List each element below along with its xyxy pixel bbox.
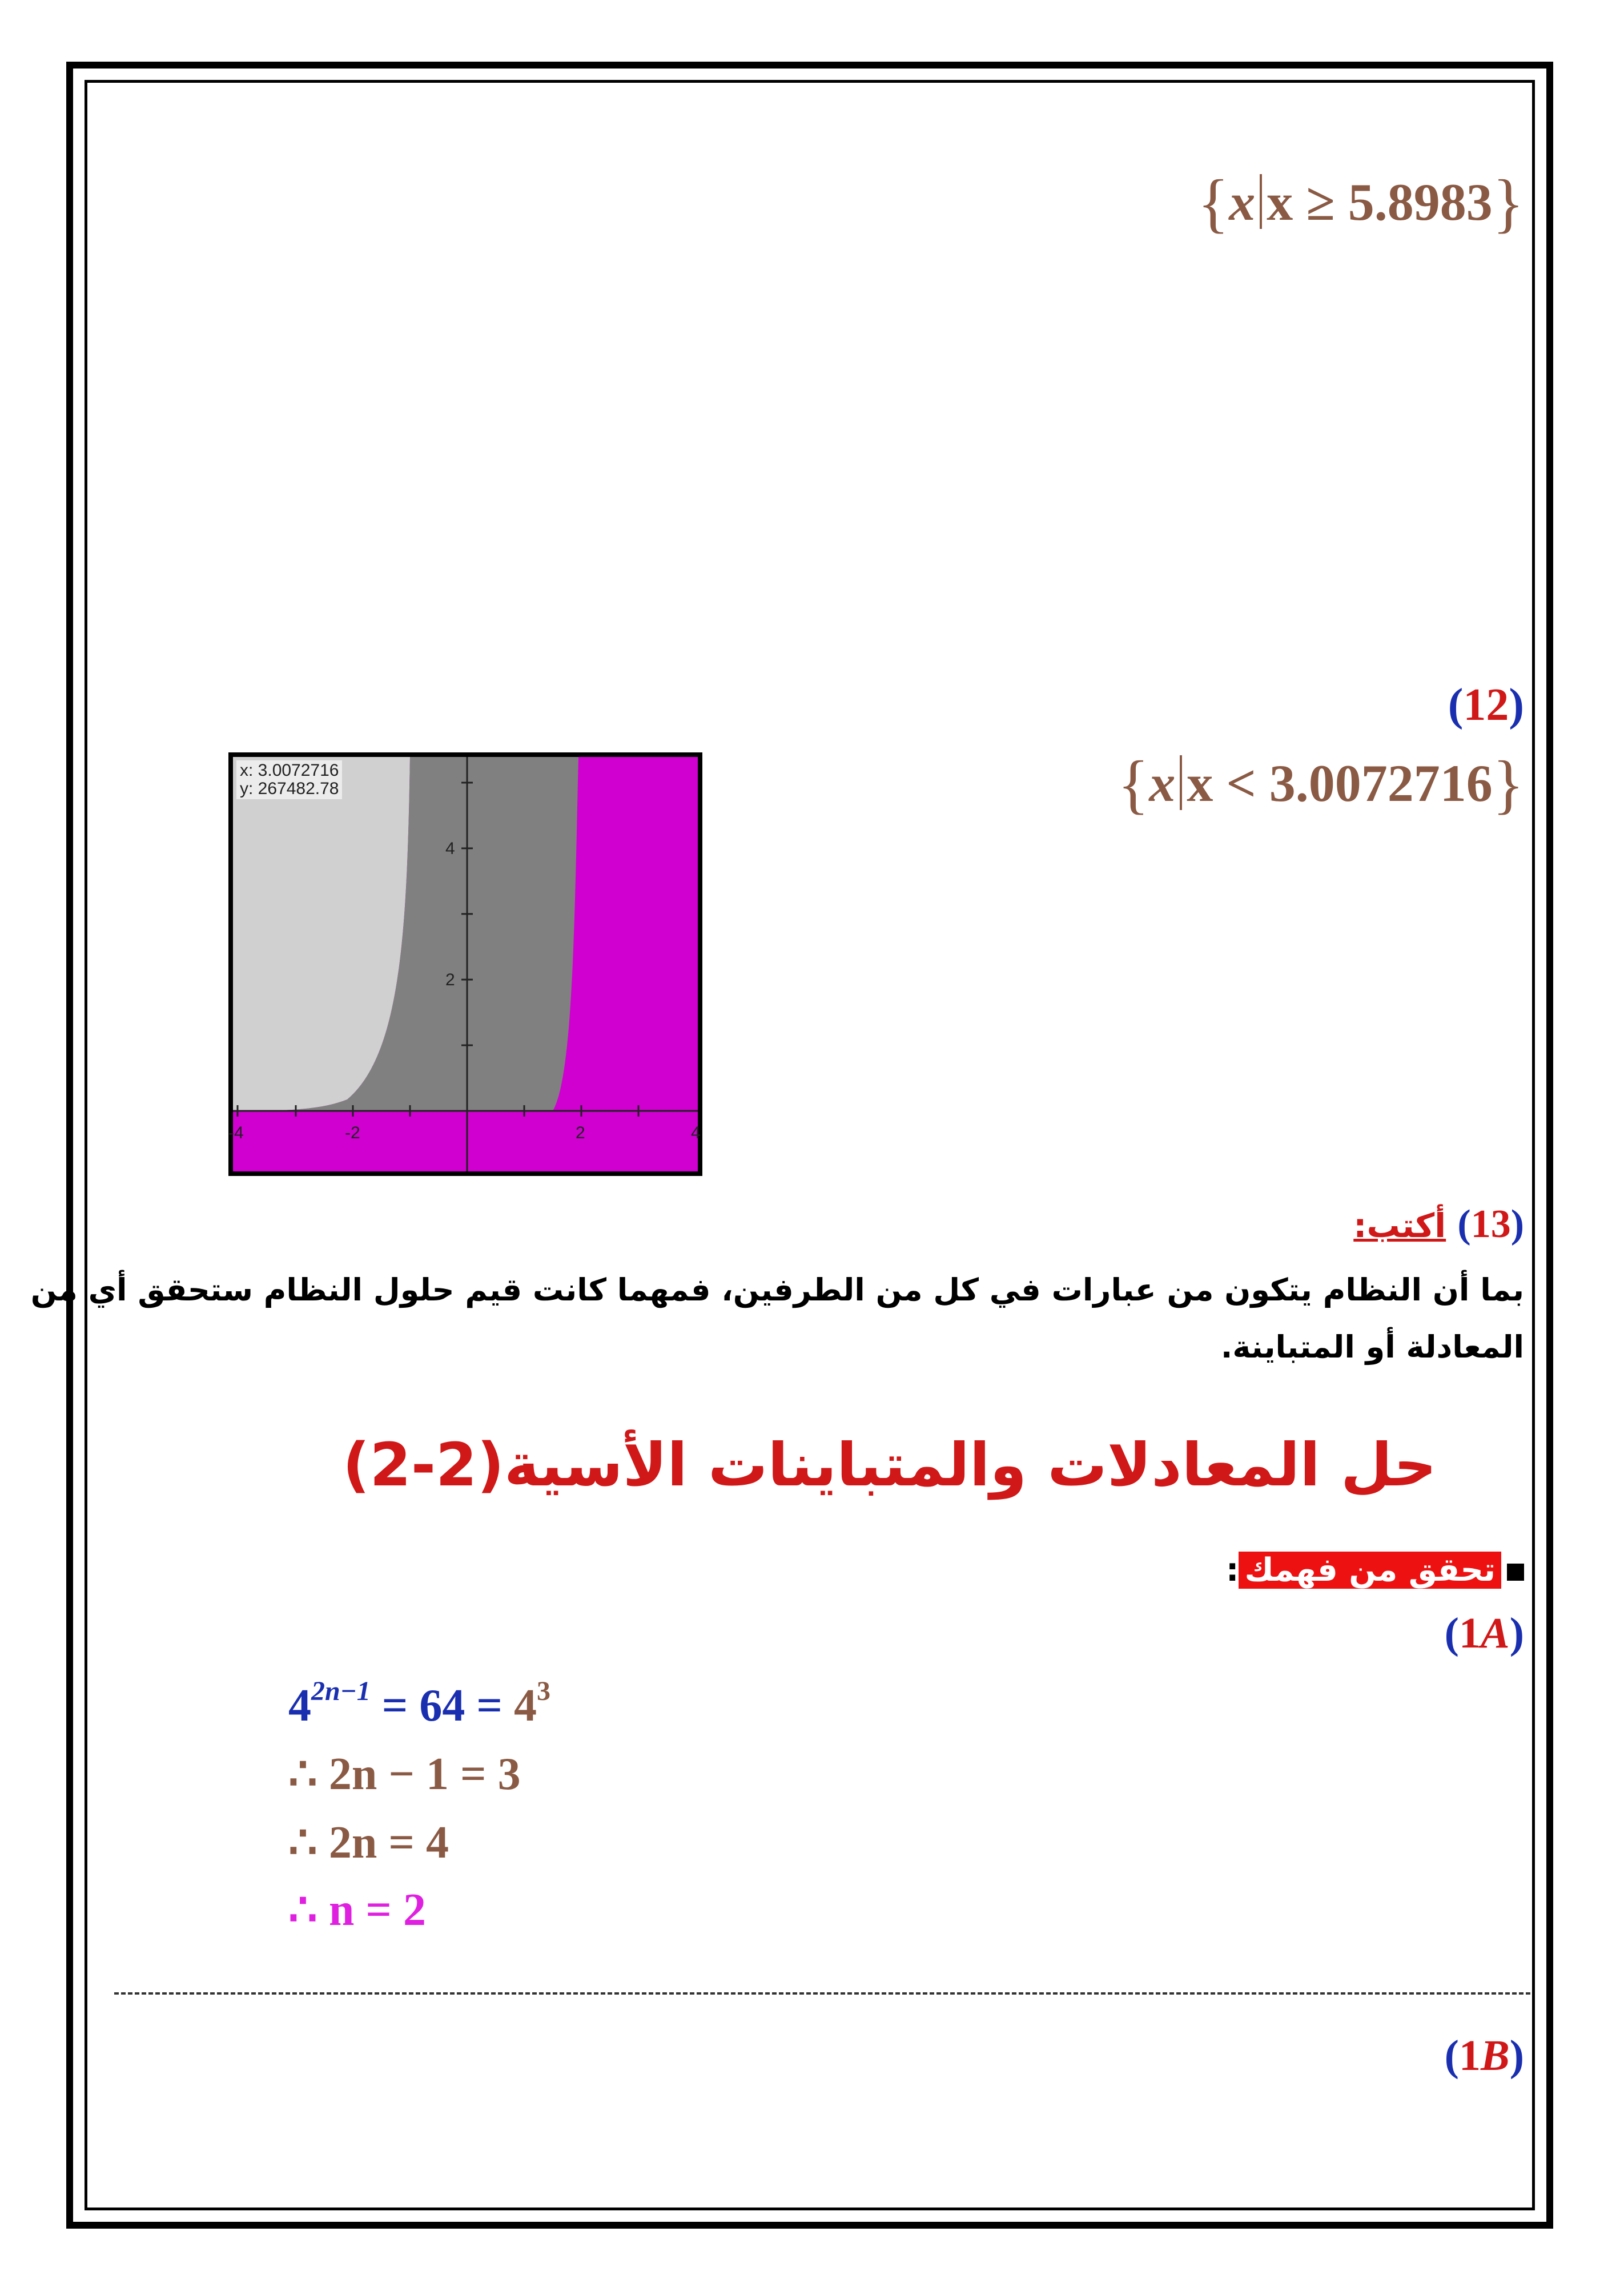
example-1a-label: (1A) [1444, 1609, 1524, 1657]
example-1b-label: (1B) [1444, 2032, 1524, 2080]
check-understanding-heading: تحقق من فهمك: [1226, 1552, 1524, 1589]
trace-readout-y: y: 267482.78 [240, 779, 339, 798]
square-bullet-icon [1507, 1564, 1524, 1581]
solution-set-12: {x x < 3.0072716} [1117, 748, 1524, 820]
question-13-answer-line-2: المعادلة أو المتباينة. [1220, 1329, 1524, 1365]
lesson-title: حل المعادلات والمتباينات الأسية(2-2) [343, 1430, 1437, 1500]
x-tick-label: -2 [345, 1123, 360, 1142]
solution-set-11: {x x ≥ 5.8983} [1197, 167, 1524, 239]
question-12-label: (12) [1448, 680, 1524, 730]
graph-plot [228, 757, 701, 1171]
check-understanding-label: تحقق من فهمك [1239, 1552, 1501, 1589]
x-tick-label: 2 [576, 1123, 585, 1142]
example-1a-step-1: $4^{2n-1} = 64 = 4^3$ [288, 1676, 550, 1731]
x-tick-label: 4 [691, 1123, 701, 1142]
calculator-graph [228, 752, 702, 1176]
question-13-heading: (13) أكتب: [1353, 1202, 1524, 1246]
example-1a-step-4: ∴ n = 2 [288, 1885, 426, 1935]
trace-readout-x: x: 3.0072716 [240, 761, 339, 780]
example-1a-step-3: ∴ 2n = 4 [288, 1818, 449, 1868]
y-tick-label: 4 [445, 839, 455, 858]
trace-readout [236, 760, 342, 799]
question-13-answer-line-1: بما أن النظام يتكون من عبارات في كل من الطرفين، فمهما كانت قيم حلول النظام ستحقق أي من [30, 1272, 1524, 1308]
example-1a-step-2: ∴ 2n − 1 = 3 [288, 1749, 521, 1799]
dashed-separator [114, 1992, 1530, 1995]
x-tick-label: -4 [228, 1123, 244, 1142]
y-tick-label: 2 [445, 970, 455, 989]
